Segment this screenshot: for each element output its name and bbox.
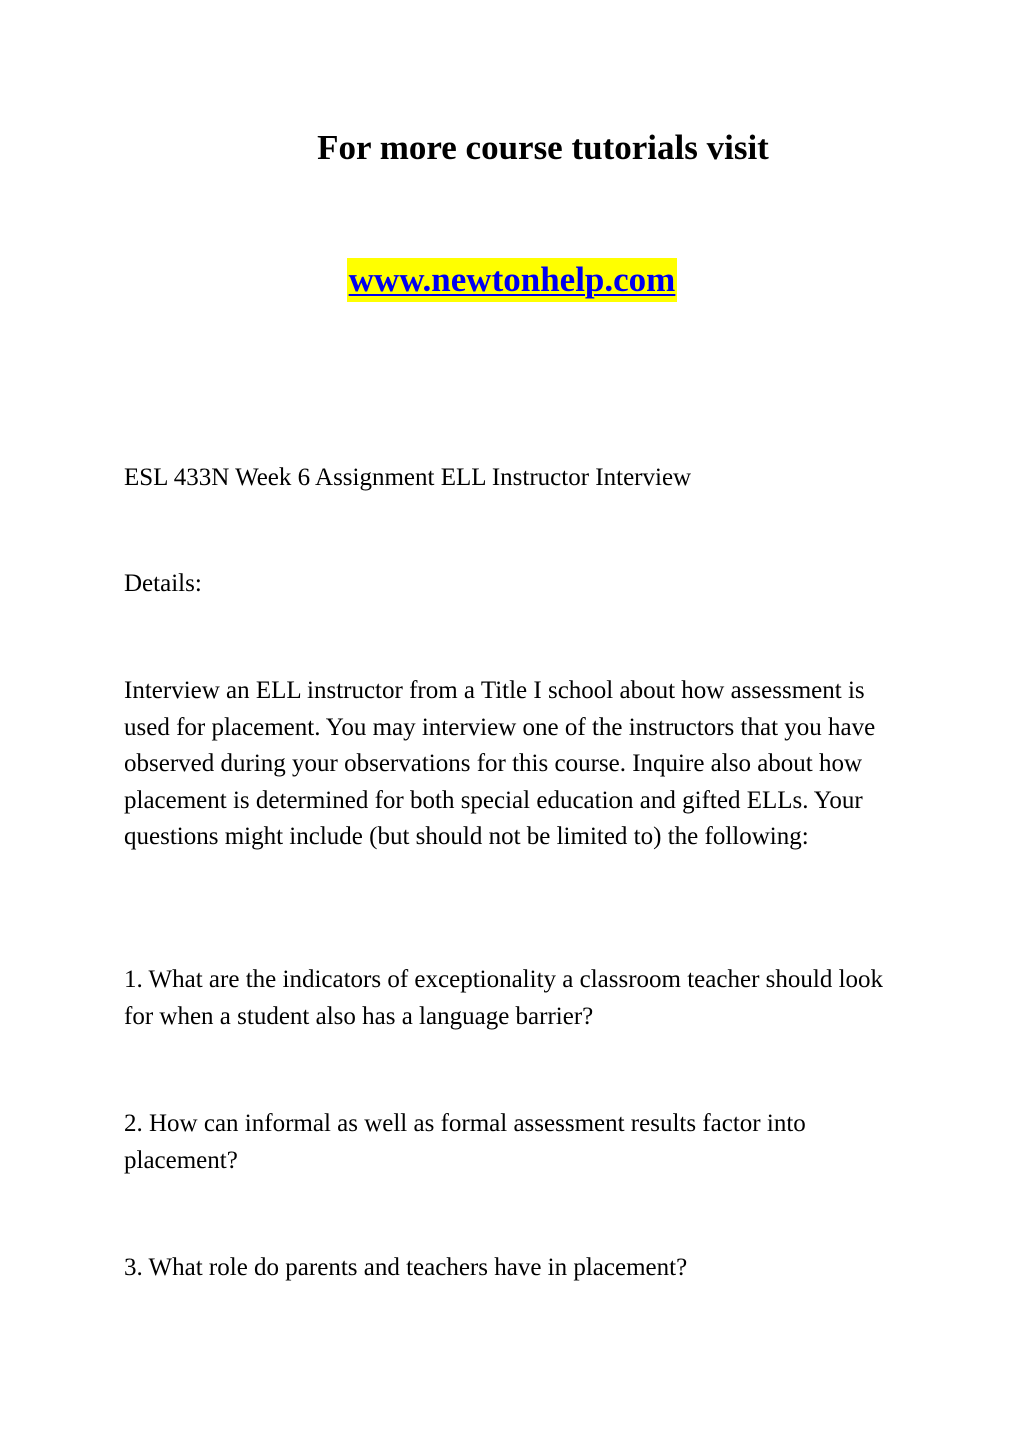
- question-item: 3. What role do parents and teachers have in placement?: [124, 1254, 688, 1281]
- page-heading: For more course tutorials visit: [317, 128, 769, 167]
- link-container: [0, 258, 1024, 302]
- question-item: 2. How can informal as well as formal assessment results factor into placement?: [124, 1110, 806, 1174]
- details-label: Details:: [124, 570, 202, 597]
- assignment-title: ESL 433N Week 6 Assignment ELL Instructor Interview: [124, 464, 692, 491]
- website-link[interactable]: www.newtonhelp.com: [347, 258, 678, 302]
- intro-paragraph: Interview an ELL instructor from a Title I school about how assessment is used for placement. You may interview one of the instructors that you have observed during your observations for this course. Inquire also about how placement is determined for both special education and gifted ELLs. Your questions might include (but should not be limited to) the following:: [124, 677, 876, 850]
- question-item: 1. What are the indicators of exceptionality a classroom teacher should look for when a student also has a language barrier?: [124, 966, 884, 1030]
